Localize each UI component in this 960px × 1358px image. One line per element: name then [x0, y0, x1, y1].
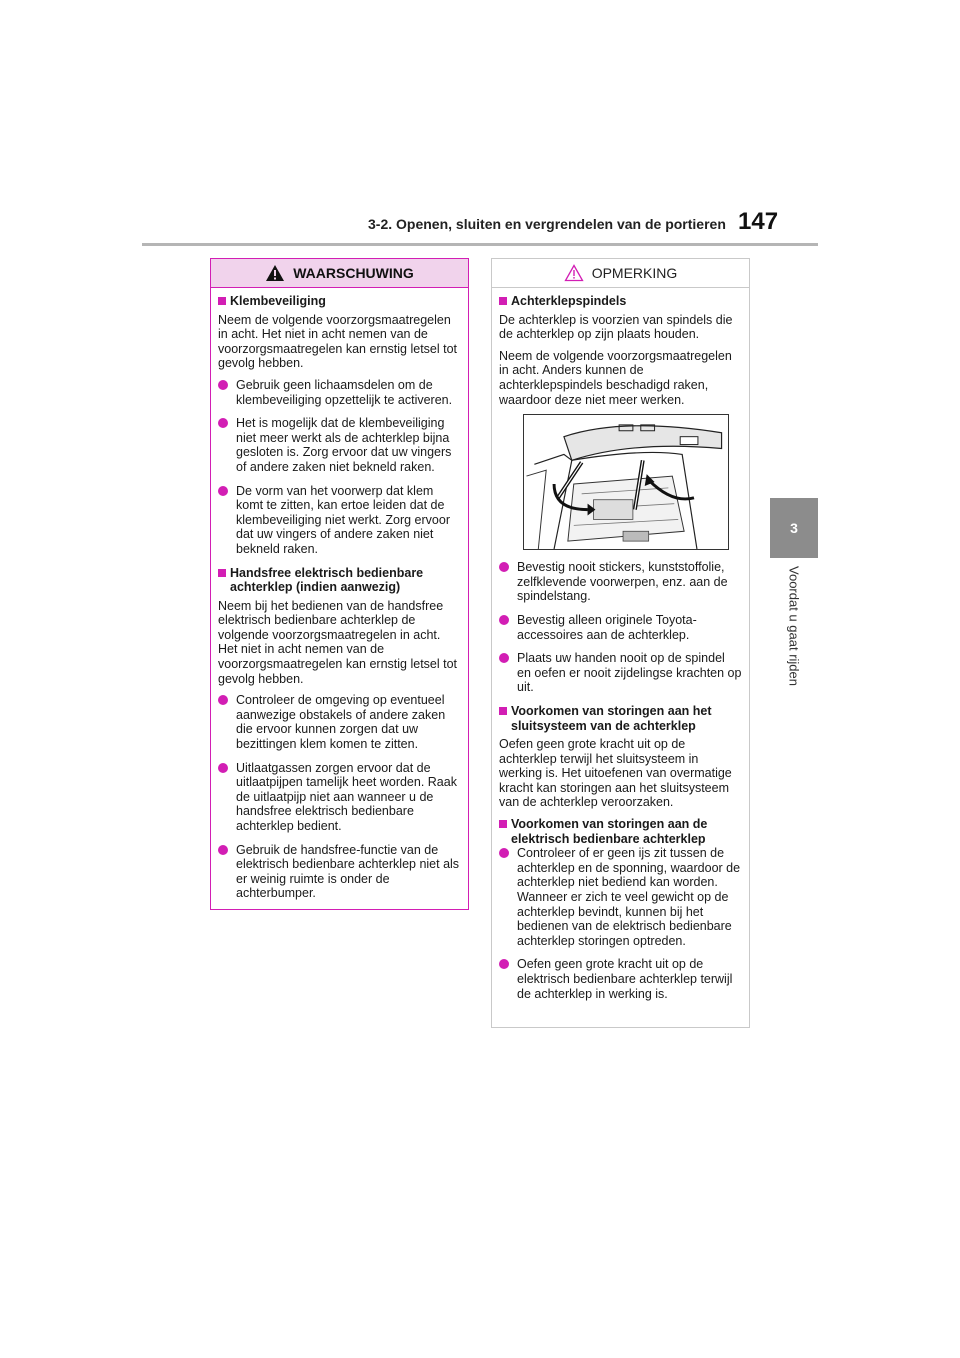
section-heading [499, 704, 742, 733]
block-text: Het is mogelijk dat de klembeveiliging niet meer werkt als de achterklep bijna gesloten is. Zorg ervoor dat uw vingers of andere zaken niet bekneld raken. [236, 416, 452, 474]
block-text: De achterklep is voorzien van spindels die de achterklep op zijn plaats houden. [499, 312, 733, 342]
block-text: Bevestig alleen originele Toyota-accessoires aan de achterklep. [517, 612, 697, 642]
round-bullet-icon [218, 763, 228, 773]
section-heading [499, 294, 742, 309]
paragraph [499, 737, 742, 810]
block-text: De vorm van het voorwerp dat klem komt te zitten, kan ertoe leiden dat de klembeveiliging niet werkt. Zorg ervoor dat uw vingers of andere zaken niet bekneld raken. [236, 483, 450, 556]
list-item [218, 416, 461, 474]
list-item [218, 761, 461, 834]
round-bullet-icon [499, 959, 509, 969]
list-item [218, 378, 461, 407]
block-text: Voorkomen van storingen aan de elektrisch bedienbare achterklep [511, 817, 708, 846]
block-text: Neem de volgende voorzorgsmaatregelen in acht. Het niet in acht nemen van de voorzorgsmaatregelen kan ernstig letsel tot gevolg hebben. [218, 312, 458, 371]
list-item [499, 560, 742, 604]
list-item [499, 957, 742, 1001]
round-bullet-icon [499, 653, 509, 663]
list-item [218, 843, 461, 901]
warning-title: WAARSCHUWING [293, 264, 414, 281]
list-item [218, 693, 461, 751]
note-header [492, 259, 749, 288]
square-bullet-icon [218, 569, 226, 577]
round-bullet-icon [499, 615, 509, 625]
paragraph [499, 349, 742, 407]
section-heading [218, 294, 461, 309]
list-item [499, 613, 742, 642]
warning-body [211, 288, 468, 901]
round-bullet-icon [499, 562, 509, 572]
paragraph [218, 599, 461, 687]
note-body [492, 288, 749, 1001]
note-title: OPMERKING [591, 264, 678, 281]
section-heading [499, 817, 742, 846]
round-bullet-icon [218, 845, 228, 855]
tailgate-illustration [523, 414, 729, 550]
section-heading [218, 566, 461, 595]
chapter-caption: Voordat u gaat rijden [786, 566, 802, 686]
paragraph [499, 313, 742, 342]
list-item [499, 651, 742, 695]
block-text: Klembeveiliging [230, 294, 326, 308]
header-rule [142, 243, 818, 246]
block-text: Handsfree elektrisch bedienbare achterklep (indien aanwezig) [230, 565, 424, 595]
chapter-tab: 3 [770, 498, 818, 558]
block-text: Plaats uw handen nooit op de spindel en oefen er nooit zijdelingse krachten op uit. [517, 651, 742, 695]
list-item [218, 484, 461, 557]
round-bullet-icon [218, 695, 228, 705]
section-title: 3-2. Openen, sluiten en vergrendelen van de portieren [368, 216, 726, 232]
round-bullet-icon [218, 418, 228, 428]
square-bullet-icon [499, 820, 507, 828]
block-text: Oefen geen grote kracht uit op de achterklep terwijl het sluitsysteem in werking is. Het uitoefenen van overmatige kracht kan storingen aan het sluitsysteem van de achterklep veroorzaken. [499, 737, 732, 810]
square-bullet-icon [499, 707, 507, 715]
square-bullet-icon [499, 297, 507, 305]
block-text: Bevestig nooit stickers, kunststoffolie, zelfklevende voorwerpen, enz. aan de spindelstang. [517, 560, 728, 604]
list-item [499, 846, 742, 948]
warning-header [211, 259, 468, 288]
round-bullet-icon [218, 380, 228, 390]
block-text: Controleer of er geen ijs zit tussen de achterklep en de sponning, waardoor de achterklep niet bediend kan worden. Wanneer er zich te veel gewicht op de achterklep bevindt, kunnen bij het bedienen van de elektrisch bedienbare achterklep storingen optreden. [517, 846, 741, 948]
block-text: Oefen geen grote kracht uit op de elektrisch bedienbare achterklep terwijl de achterklep in werking is. [517, 957, 733, 1001]
block-text: Uitlaatgassen zorgen ervoor dat de uitlaatpijpen tamelijk heet worden. Raak de uitlaatpijp niet aan wanneer u de handsfree elektrisch bedienbare achterklep bedient. [236, 760, 457, 833]
block-text: Neem bij het bedienen van de handsfree elektrisch bedienbare achterklep de volgende voorzorgsmaatregelen in acht. Het niet in acht nemen van de voorzorgsmaatregelen kan ernstig letsel tot gevolg hebben. [218, 598, 458, 686]
round-bullet-icon [499, 848, 509, 858]
block-text: Controleer de omgeving op eventueel aanwezige obstakels of andere zaken die ervoor kunnen zorgen dat uw bezittingen klem komen te zitten. [236, 693, 446, 752]
note-blocks-before [499, 294, 742, 407]
note-box [491, 258, 750, 1028]
square-bullet-icon [218, 297, 226, 305]
block-text: Gebruik geen lichaamsdelen om de klembeveiliging opzettelijk te activeren. [236, 377, 453, 407]
warning-triangle-icon [265, 264, 285, 282]
warning-box [210, 258, 469, 910]
block-text: Achterklepspindels [511, 294, 627, 308]
paragraph [218, 313, 461, 371]
page-number: 147 [738, 208, 779, 235]
tailgate-drawing [524, 415, 728, 549]
note-blocks-after [499, 560, 742, 1001]
block-text: Neem de volgende voorzorgsmaatregelen in acht. Anders kunnen de achterklepspindels beschadigd raken, waardoor deze niet meer werken. [499, 348, 732, 407]
round-bullet-icon [218, 486, 228, 496]
caution-outline-triangle-icon [564, 264, 584, 282]
block-text: Voorkomen van storingen aan het sluitsysteem van de achterklep [511, 703, 712, 733]
block-text: Gebruik de handsfree-functie van de elektrisch bedienbare achterklep niet als er weinig ruimte is onder de achterbumper. [236, 842, 460, 901]
